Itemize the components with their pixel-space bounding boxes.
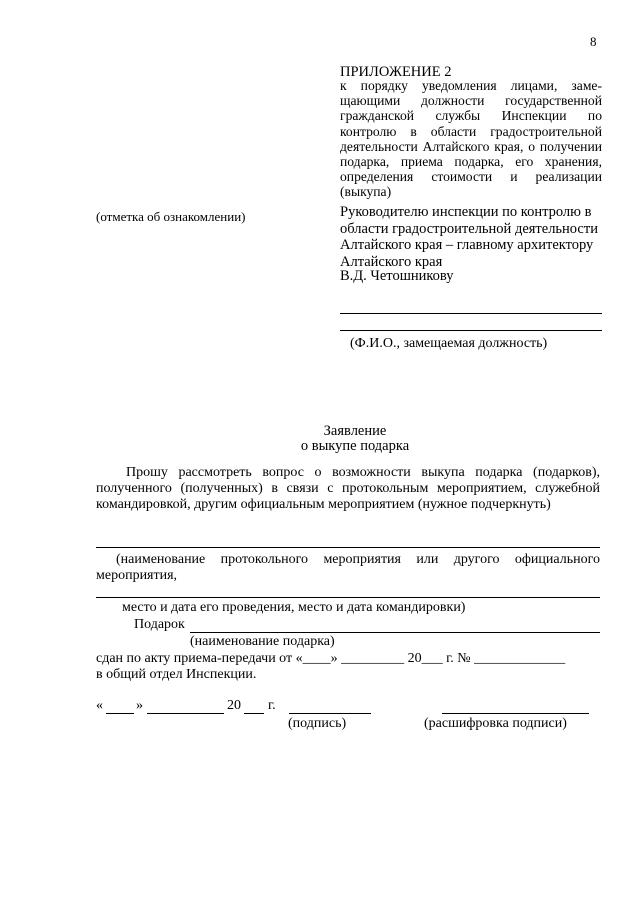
gift-label: Подарок	[134, 617, 185, 632]
year-line[interactable]	[244, 713, 264, 714]
statement-subtitle: о выкупе подарка	[300, 438, 410, 454]
year-prefix: 20	[227, 698, 241, 713]
department-text: в общий отдел Инспекции.	[96, 667, 257, 682]
signature-line[interactable]	[289, 713, 371, 714]
signature-caption: (подпись)	[288, 716, 347, 731]
place-line[interactable]	[96, 597, 600, 598]
gift-caption: (наименование подарка)	[190, 634, 335, 649]
event-line[interactable]	[96, 547, 600, 548]
date-month-line[interactable]	[147, 713, 224, 714]
acknowledgement-label: (отметка об ознакомлении)	[96, 209, 246, 224]
signature-decode-line[interactable]	[442, 713, 589, 714]
fio-line-1[interactable]	[340, 313, 602, 314]
request-text: Прошу рассмотреть вопрос о возможности выкупа подарка (подарков), полученного (полученных) в связи с протокольным мероприятием, служебной командировкой, другим официальным мероприятием (нужное подчеркнуть)	[96, 465, 600, 513]
appendix-text: к порядку уведомления лицами, замещающими должности государственной гражданской службы Инспекции по контролю в области градостроительной деятельности Алтайского края, о получении подарка, приема подарка, его хранения, определения стоимости и реализации (выкупа)	[340, 78, 602, 200]
page-number: 8	[590, 34, 597, 49]
addressee-head-name: В.Д. Четошникову	[340, 268, 454, 284]
date-day-line[interactable]	[106, 713, 134, 714]
statement-title: Заявление	[323, 423, 387, 439]
signature-decode-caption: (расшифровка подписи)	[424, 716, 567, 731]
appendix-title: ПРИЛОЖЕНИЕ 2	[340, 64, 452, 80]
addressee-text: Руководителю инспекции по контролю в области градостроительной деятельности Алтайского края – главному архитектору Алтайского края	[340, 204, 598, 270]
transfer-text: сдан по акту приема-передачи от «____» _________ 20___ г. № _____________	[96, 651, 566, 666]
year-suffix: г.	[268, 698, 276, 713]
fio-line-2[interactable]	[340, 330, 602, 331]
place-caption: место и дата его проведения, место и дата командировки)	[122, 600, 466, 615]
date-open-quote: «	[96, 698, 103, 713]
fio-caption: (Ф.И.О., замещаемая должность)	[350, 336, 548, 351]
event-caption: (наименование протокольного мероприятия или другого официального мероприятия,	[96, 552, 600, 584]
date-close-quote: »	[136, 698, 143, 713]
gift-line[interactable]	[190, 632, 600, 633]
